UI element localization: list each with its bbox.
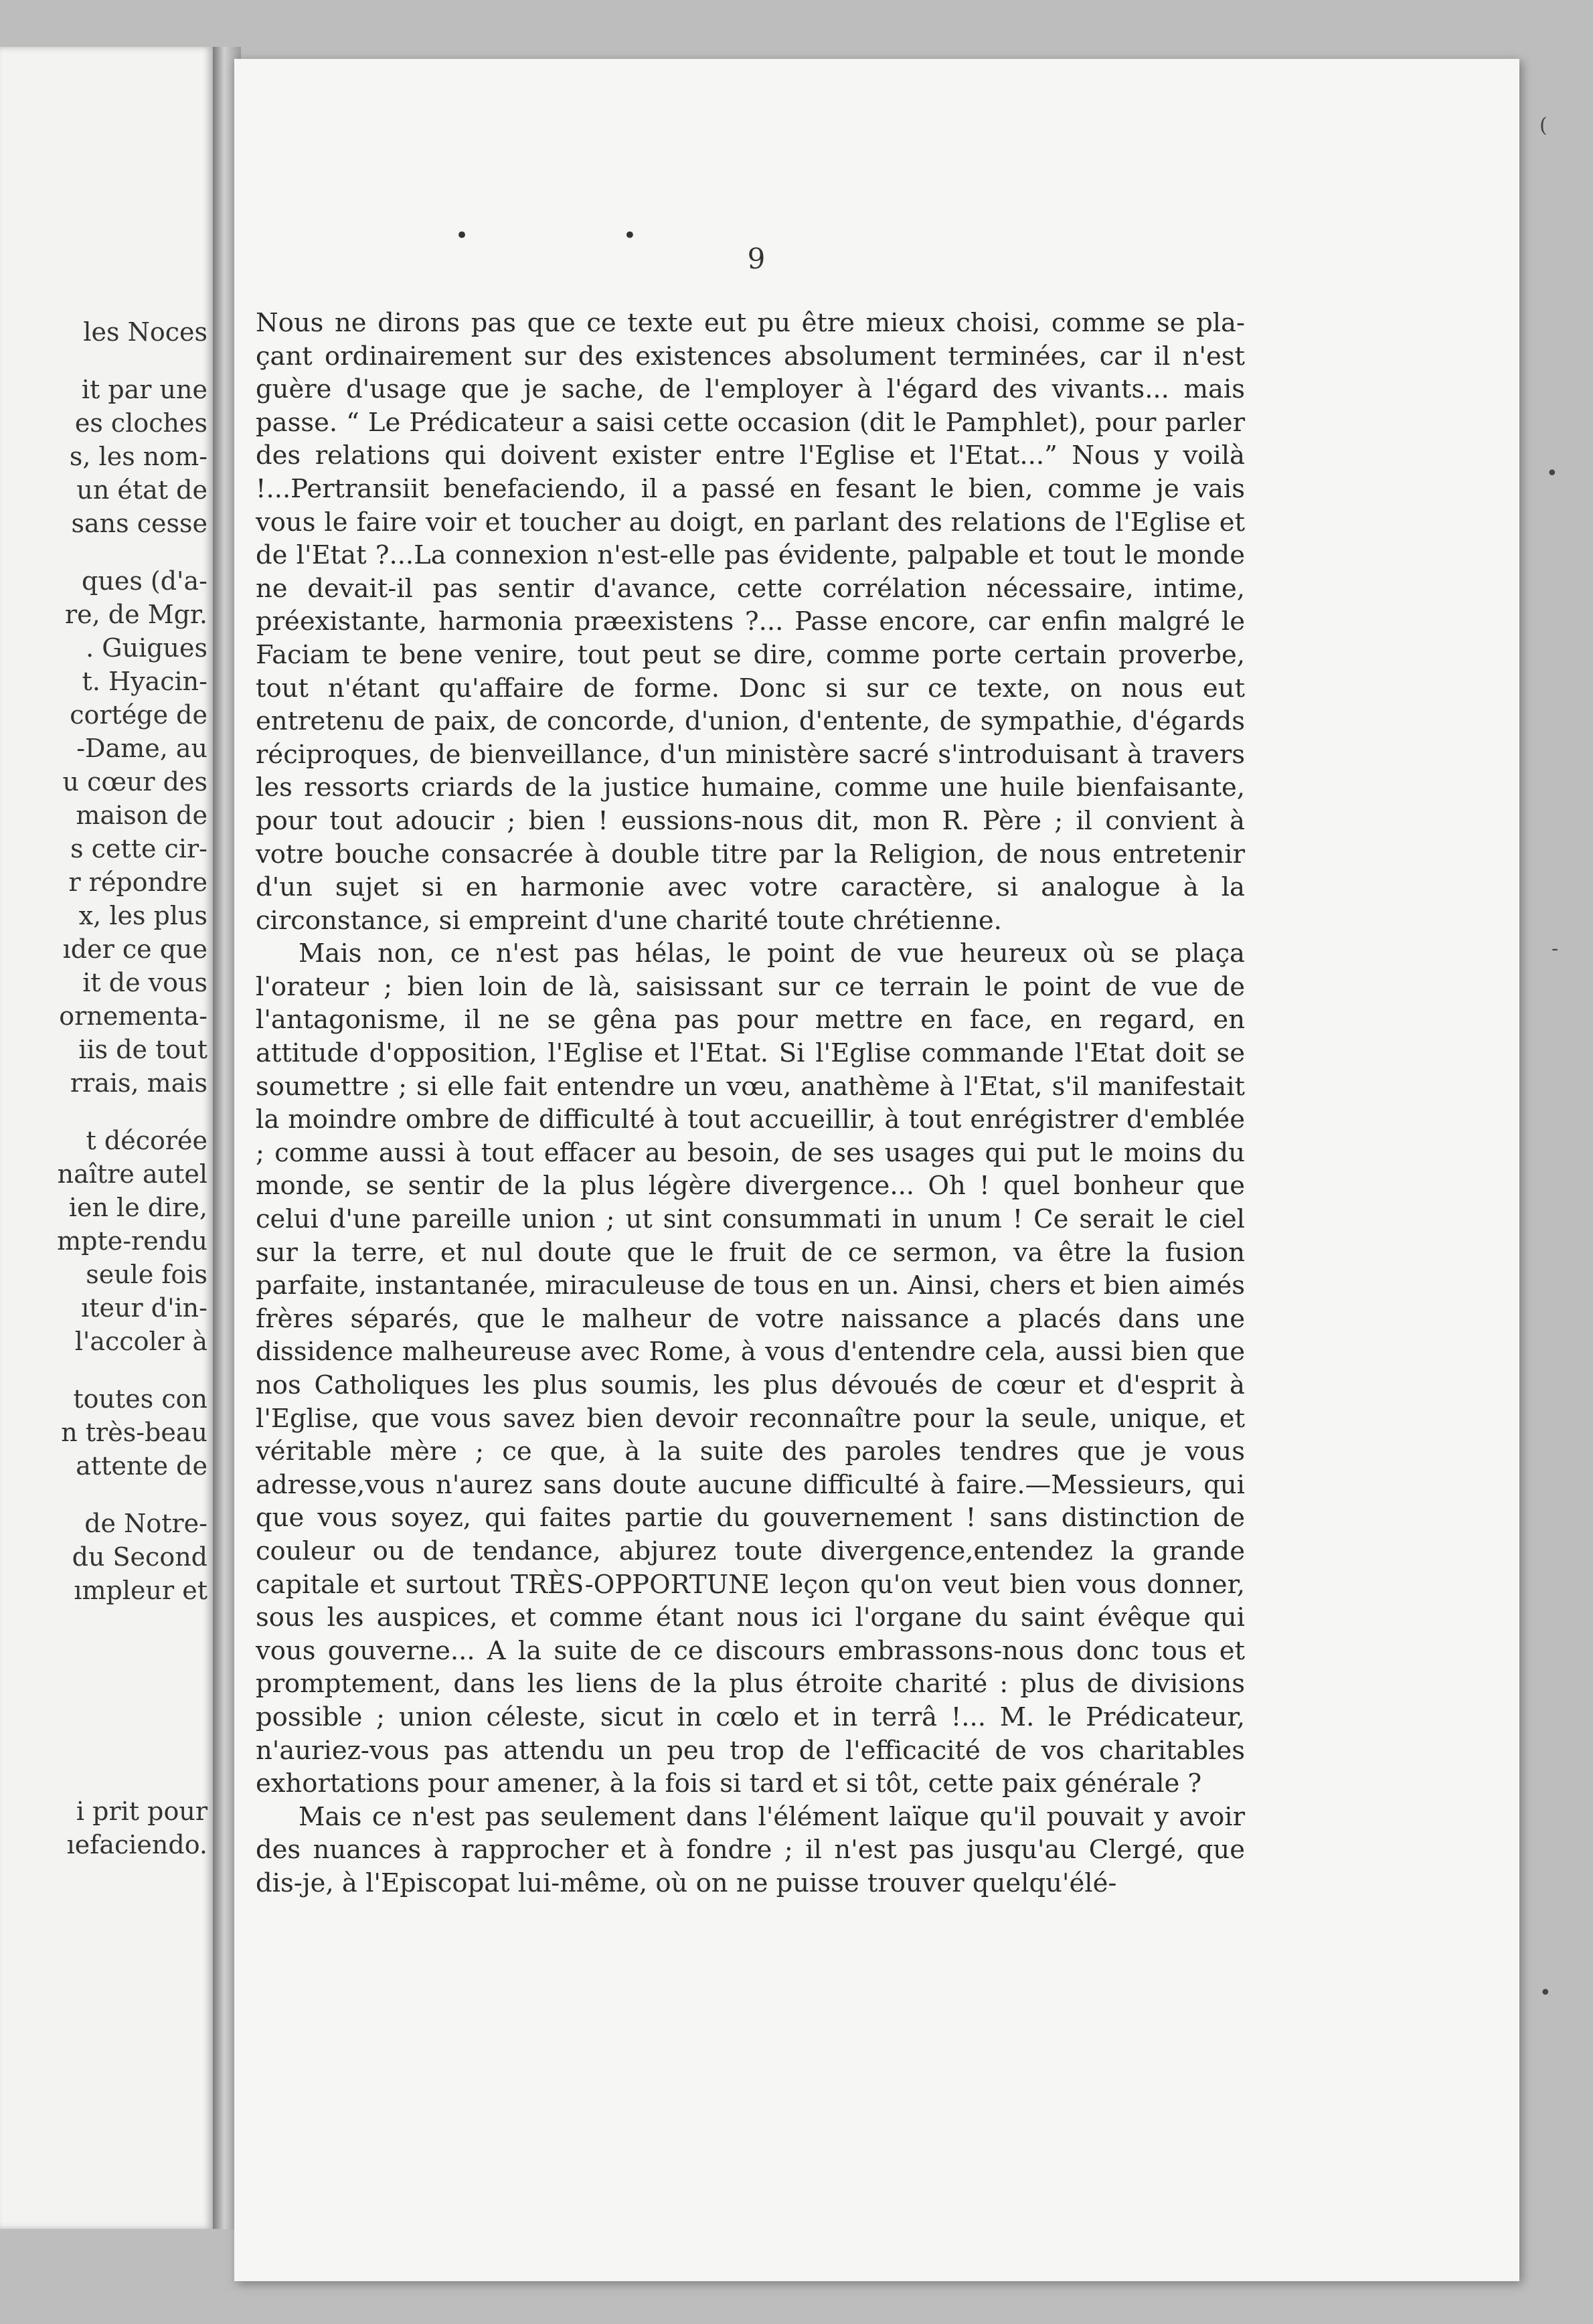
left-page-line: naître autel	[57, 1159, 207, 1189]
left-page-line: t décorée	[86, 1126, 207, 1155]
left-page-line: maison de	[76, 801, 207, 830]
paragraph: Mais non, ce n'est pas hélas, le point de vue heureux où se plaça l'orateur ; bien loin de là, saisissant sur ce terrain le point de vue de l'antagonisme, il ne se gêna pas pour mettre en face, en regard, en attitude d'opposition, l'Eglise et l'Etat. Si l'Eglise commande l'Etat doit se soumettre ; si elle fait entendre un vœu, anathème à l'Etat, s'il manifestait la moindre ombre de difficulté à tout accueillir, à tout enrégistrer d'emblée ; comme aussi à tout effacer au besoin, de ses usages qui put le moins du monde, se sentir de la plus légère divergence... Oh ! quel bonheur que celui d'une pareille union ; ut sint consummati in unum ! Ce serait le ciel sur la terre, et nul doute que le fruit de ce sermon, va être la fusion parfaite, instantanée, miraculeuse de tous en un. Ainsi, chers et bien aimés frères séparés, que le malheur de votre naissance a placés dans une dissidence malheureuse avec Rome, à vous d'entendre cela, aussi bien que nos Catholiques les plus soumis, les plus dévoués de cœur et d'esprit à l'Eglise, que vous savez bien devoir reconnaître pour la seule, unique, et véritable mère ; ce que, à la suite des paroles tendres que je vous adresse,vous n'aurez sans doute aucune difficulté à faire.—Messieurs, qui que vous soyez, qui faites partie du gouvernement ! sans distinction de couleur ou de tendance, abjurez toute divergence,entendez la grande capitale et surtout TRÈS-OPPORTUNE leçon qu'on veut bien vous donner, sous les auspices, et comme étant nous ici l'organe du saint évêque qui vous gouverne... A la suite de ce discours embrassons-nous donc tous et promptement, dans les liens de la plus étroite charité : plus de divisions possible ; union céleste, sicut in cœlo et in terrâ !... M. le Prédicateur, n'auriez-vous pas attendu un peu trop de l'efficacité de vos charitables exhortations pour amener, à la fois si tard et si tôt, cette paix générale ?	[256, 938, 1245, 1799]
left-page-line: ques (d'a-	[82, 566, 207, 596]
left-page-line: x, les plus	[78, 901, 207, 930]
left-page-line: u cœur des	[62, 767, 207, 797]
left-page-line: n très-beau	[61, 1418, 207, 1447]
edge-mark: -	[1552, 937, 1559, 961]
left-page-line: iis de tout	[78, 1035, 207, 1064]
left-page-line: rrais, mais	[70, 1068, 207, 1098]
left-page-line: un état de	[76, 475, 207, 505]
paragraph: Mais ce n'est pas seulement dans l'élément laïque qu'il pouvait y avoir des nuances à rapprocher et à fondre ; il n'est pas jusqu'au Clergé, que dis-je, à l'Episcopat lui-même, où on ne puisse trouver quelqu'élé-	[256, 1801, 1245, 1898]
left-page-line: ien le dire,	[68, 1193, 207, 1222]
left-page-line: it par une	[81, 375, 207, 404]
left-page-line: attente de	[76, 1451, 207, 1481]
left-page-line: ıteur d'in-	[81, 1293, 207, 1323]
left-page-line: r répondre	[68, 867, 207, 897]
paragraph: Nous ne dirons pas que ce texte eut pu être mieux choisi, comme se plaçant ordinairement sur des existences absolument terminées, car il n'est guère d'usage que je sache, de l'employer à l'égard des vivants... mais passe. “ Le Prédicateur a saisi cette occasion (dit le Pamphlet), pour parler des relations qui doivent exister entre l'Eglise et l'Etat...” Nous y voilà !...Pertransiit benefaciendo, il a passé en fesant le bien, comme je vais vous le faire voir et toucher au doigt, en parlant des relations de l'Eglise et de l'Etat ?...La connexion n'est-elle pas évidente, palpable et tout le monde ne devait-il pas sentir d'avance, cette corrélation nécessaire, intime, préexistante, harmonia præexistens ?... Passe encore, car enfin malgré le Faciam te bene venire, tout peut se dire, comme porte certain proverbe, tout n'étant qu'affaire de forme. Donc si sur ce texte, on nous eut entretenu de paix, de concorde, d'union, d'entente, de sympathie, d'égards réciproques, de bienveillance, d'un ministère sacré s'introduisant à travers les ressorts criards de la justice humaine, comme une huile bienfaisante, pour tout adoucir ; bien ! eussions-nous dit, mon R. Père ; il convient à votre bouche consacrée à double titre par la Religion, de nous entretenir d'un sujet si en harmonie avec votre caractère, si analogue à la circonstance, si empreint d'une charité toute chrétienne.	[256, 308, 1245, 936]
edge-mark: (	[1539, 114, 1547, 137]
left-page-line: du Second	[72, 1542, 207, 1572]
left-page-line: mpte-rendu	[57, 1226, 207, 1256]
left-page-line: les Noces	[83, 317, 207, 347]
left-page-line: ıder ce que	[62, 934, 207, 964]
left-page-line: it de vous	[82, 968, 207, 997]
left-page-line: cortége de	[70, 700, 207, 730]
left-page-fragment	[0, 47, 213, 2229]
top-dots: • •	[455, 222, 710, 249]
left-page-line: . Guigues	[86, 633, 207, 663]
left-page-line: s, les nom-	[69, 442, 207, 471]
body-text	[256, 307, 1245, 1900]
left-page-line: i prit pour	[76, 1797, 207, 1826]
left-page-line: s cette cir-	[70, 834, 207, 863]
left-page-line: de Notre-	[84, 1509, 207, 1538]
left-page-line: ımpleur et	[74, 1576, 207, 1605]
left-page-line: seule fois	[86, 1260, 207, 1289]
left-page-line: t. Hyacin-	[82, 667, 207, 696]
left-page-line: toutes con	[73, 1384, 207, 1414]
left-page-line: ıefaciendo.	[66, 1830, 207, 1859]
left-page-line: sans cesse	[71, 509, 207, 538]
left-page-line: es cloches	[74, 408, 207, 438]
left-page-line: ornementa-	[59, 1001, 207, 1031]
edge-mark: •	[1546, 462, 1558, 485]
left-page-line: l'accoler à	[74, 1327, 207, 1356]
page-number: 9	[747, 242, 766, 275]
edge-mark: •	[1539, 1981, 1552, 2005]
left-page-line: re, de Mgr.	[64, 600, 207, 629]
left-page-line: -Dame, au	[76, 734, 207, 763]
